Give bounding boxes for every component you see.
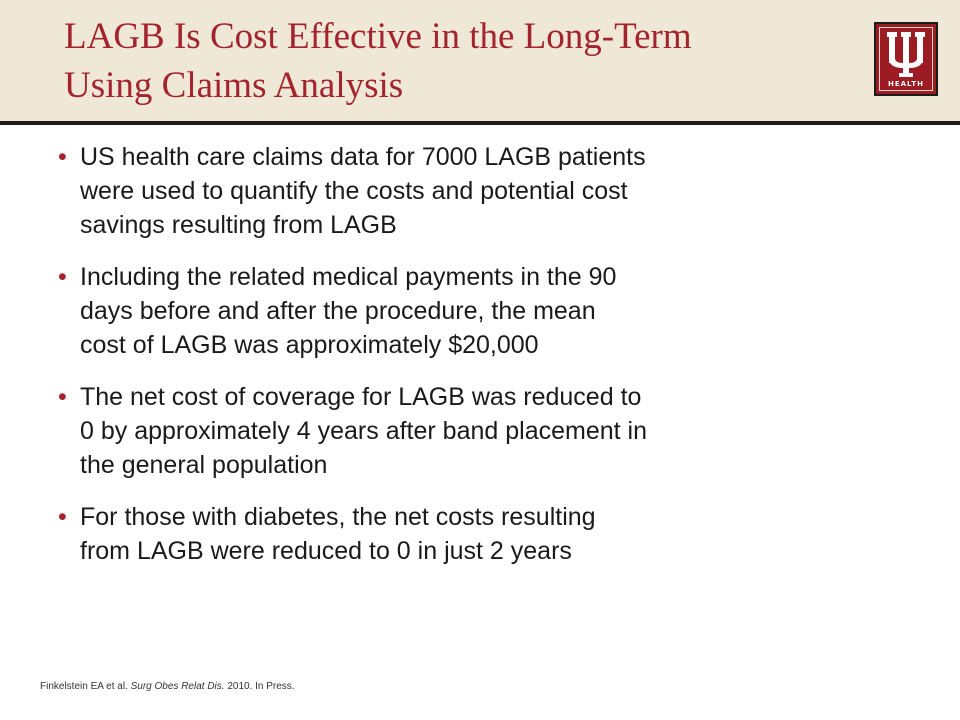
bullet-marker: • <box>58 503 67 531</box>
bullet-item <box>58 380 918 482</box>
logo-wordmark: HEALTH <box>888 80 924 88</box>
slide-title-line-1: LAGB Is Cost Effective in the Long-Term <box>64 16 692 57</box>
bullet-text-line: 0 by approximately 4 years after band placement in <box>80 417 647 445</box>
citation-authors: Finkelstein EA et al. <box>40 681 128 692</box>
bullet-text-line: were used to quantify the costs and potential cost <box>80 177 628 205</box>
bullet-item <box>58 140 918 242</box>
bullet-text-line: cost of LAGB was approximately $20,000 <box>80 331 539 359</box>
citation <box>40 681 295 692</box>
bullet-text-line: For those with diabetes, the net costs resulting <box>80 503 596 531</box>
bullet-text-line: the general population <box>80 451 328 479</box>
bullet-item <box>58 260 918 362</box>
title-band <box>0 0 960 121</box>
bullet-text-line: savings resulting from LAGB <box>80 211 397 239</box>
slide-title <box>64 12 844 110</box>
iu-trident-icon <box>885 30 927 80</box>
bullet-list <box>58 140 918 586</box>
bullet-text-line: The net cost of coverage for LAGB was reduced to <box>80 383 642 411</box>
citation-details: 2010. In Press. <box>227 681 295 692</box>
bullet-marker: • <box>58 143 67 171</box>
citation-journal: Surg Obes Relat Dis. <box>130 681 225 692</box>
iu-health-logo <box>874 22 938 96</box>
bullet-text-line: Including the related medical payments in the 90 <box>80 263 617 291</box>
bullet-text-line: days before and after the procedure, the mean <box>80 297 596 325</box>
bullet-item <box>58 500 918 568</box>
slide-title-line-2: Using Claims Analysis <box>64 65 404 106</box>
header-divider <box>0 121 960 125</box>
bullet-marker: • <box>58 383 67 411</box>
bullet-marker: • <box>58 263 67 291</box>
bullet-text-line: US health care claims data for 7000 LAGB patients <box>80 143 646 171</box>
bullet-text-line: from LAGB were reduced to 0 in just 2 years <box>80 537 572 565</box>
